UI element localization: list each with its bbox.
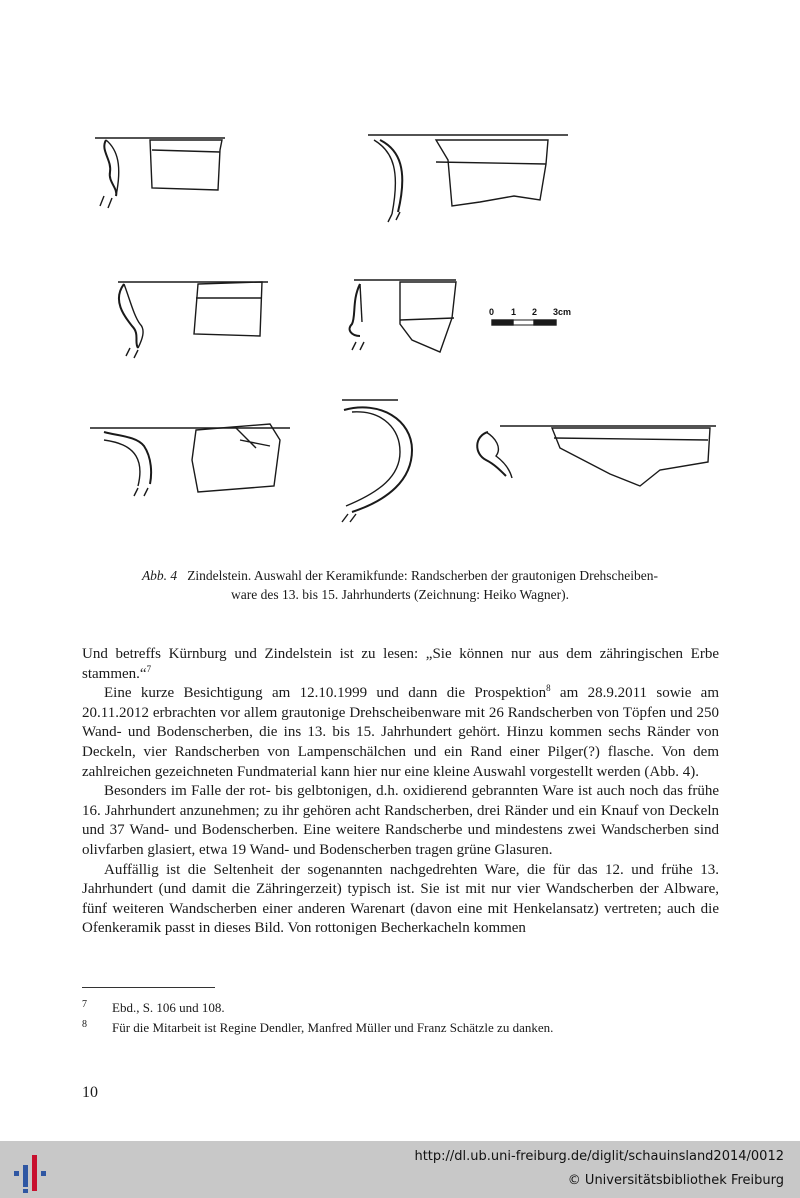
paragraph-1	[82, 645, 719, 684]
footnote-ref-8[interactable]: 8	[546, 683, 551, 694]
sherd-4	[350, 280, 456, 352]
sherd-1	[95, 138, 225, 208]
scale-label: 3cm	[553, 307, 572, 317]
sherd-drawings	[0, 0, 800, 560]
pottery-figure	[0, 0, 800, 560]
paragraph-2-text-b: am 28.9.2011 sowie am 20.11.2012 erbrachten vor allem grautonige Drehscheibenware mit 26 Randscherben von Töpfen und 250 Wand- und Bodenscherben, die ins 13. bis 15. Jahrhundert gehört. Hinzu kommen sechs Ränder von Deckeln, vier Randscherben von Lampenschälchen und ein Rand einer Pilger(?) flasche. Von dem zahlreichen gezeichneten Fundmaterial kann hier nur eine kleine Auswahl vorgestellt werden (Abb. 4).	[82, 685, 720, 780]
caption-line-1: Zindelstein. Auswahl der Keramikfunde: Randscherben der grautonigen Drehscheiben-	[187, 568, 659, 583]
footnote-number: 7	[82, 999, 87, 1010]
scale-label: 2	[532, 307, 538, 317]
paragraph-2	[82, 684, 719, 782]
sherd-7	[477, 426, 716, 486]
scale-label: 1	[511, 307, 517, 317]
paragraph-3: Besonders im Falle der rot- bis gelbtonigen, d.h. oxidierend gebrannten Ware ist auch noch das frühe 16. Jahrhundert anzunehmen; zu ihr gehören acht Randscherben, drei Ränder und ein Knauf von Deckeln und 37 Wand- und Bodenscherben. Eine weitere Randscherbe und mindestens zwei Wandscherben sind olivfarben glasiert, etwa 19 Wand- und Bodenscherben tragen grüne Glasuren.	[82, 783, 719, 858]
footnote-text: Für die Mitarbeit ist Regine Dendler, Manfred Müller und Franz Schätzle zu danken.	[112, 1020, 554, 1035]
figure-caption	[80, 566, 720, 604]
footer-bar	[0, 1141, 800, 1198]
footnote-number: 8	[82, 1019, 87, 1030]
paragraph-1-text: Und betreffs Kürnburg und Zindelstein ist zu lesen: „Sie können nur aus dem zähringischen Erbe stammen.“	[82, 646, 719, 682]
sherd-2	[368, 135, 568, 222]
source-url-link[interactable]: http://dl.ub.uni-freiburg.de/diglit/schauinsland2014/0012	[414, 1149, 784, 1164]
paragraph-2-text-a: Eine kurze Besichtigung am 12.10.1999 und dann die Prospektion	[104, 685, 547, 702]
sherd-5	[90, 424, 290, 496]
sherd-6	[342, 400, 412, 522]
ub-freiburg-logo-icon	[10, 1151, 54, 1195]
caption-label: Abb. 4	[141, 568, 178, 583]
footnote-text: Ebd., S. 106 und 108.	[112, 1000, 225, 1015]
scale-label: 0	[489, 307, 495, 317]
footnote-divider	[82, 987, 215, 988]
scale-bar	[492, 320, 556, 325]
sherd-3	[118, 282, 268, 358]
copyright-text: © Universitätsbibliothek Freiburg	[567, 1173, 784, 1188]
body-text	[82, 645, 719, 939]
paragraph-4: Auffällig ist die Seltenheit der sogenannten nachgedrehten Ware, die für das 12. und frühe 13. Jahrhundert (und damit die Zähringerzeit) typisch ist. Sie ist mit nur vier Wandscherben der Albware, fünf weiteren Wandscherben einer anderen Warenart (davon eine mit Henkelansatz) vertreten; auch die Ofenkeramik passt in dieses Bild. Von rottonigen Becherkacheln kommen	[82, 861, 719, 937]
footnote-ref-7[interactable]: 7	[146, 663, 152, 674]
caption-line-2: ware des 13. bis 15. Jahrhunderts (Zeichnung: Heiko Wagner).	[231, 587, 569, 602]
page-number: 10	[82, 1084, 98, 1101]
